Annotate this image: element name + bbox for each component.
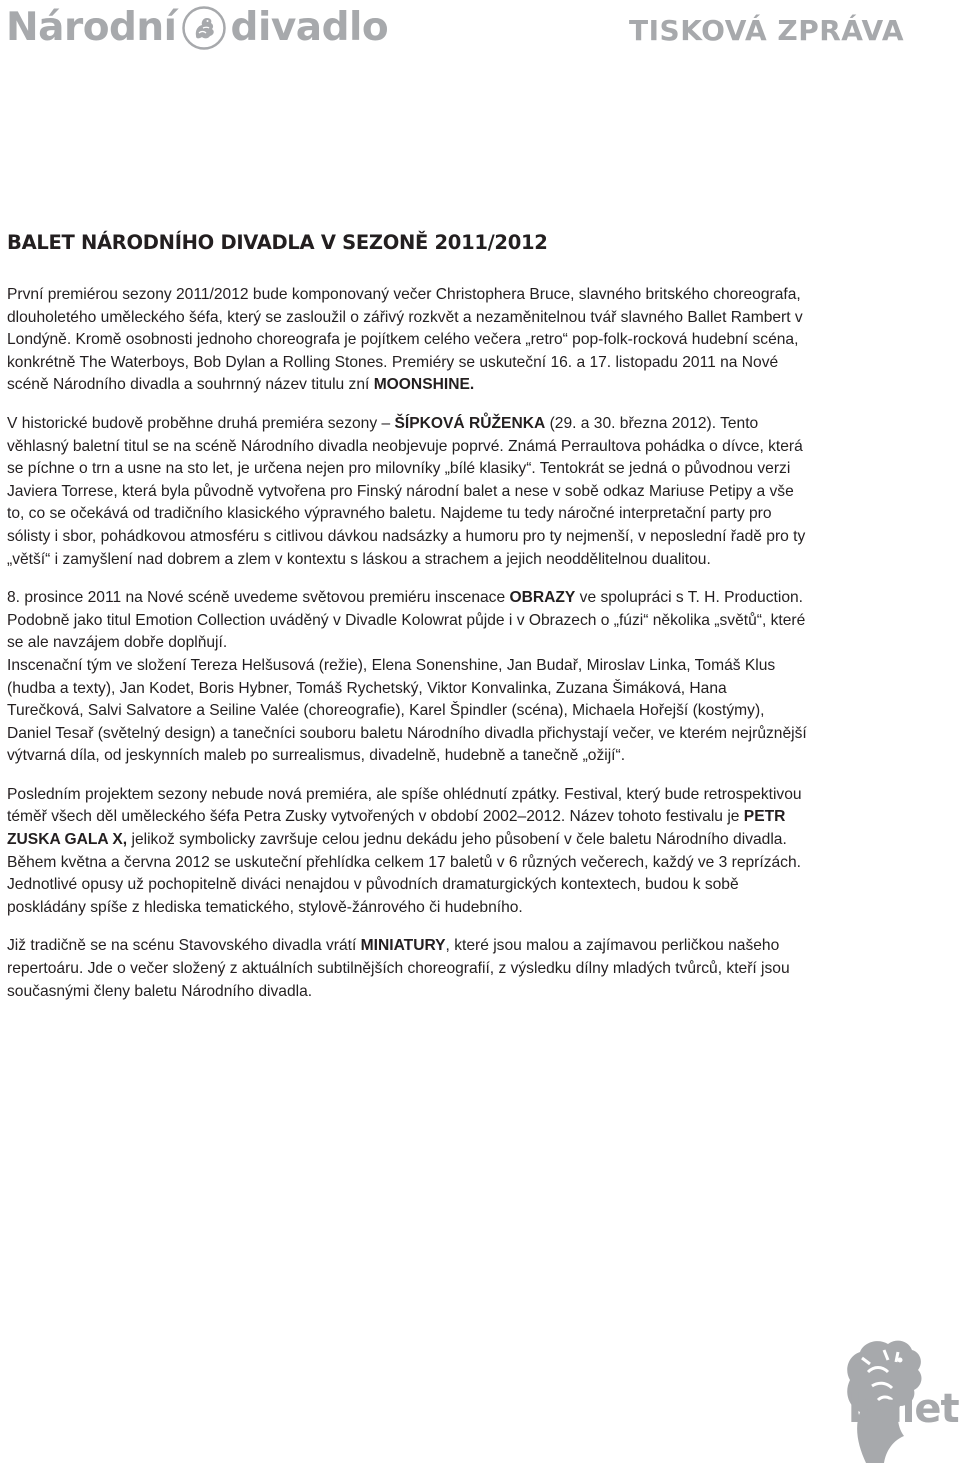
document-type-label: TISKOVÁ ZPRÁVA — [629, 14, 904, 47]
paragraph-gala — [7, 784, 807, 852]
highlight-title: OBRAZY — [509, 589, 576, 607]
paragraph-miniatury — [7, 935, 807, 1003]
highlight-title: MOONSHINE. — [373, 376, 475, 394]
paragraph-text: 8. prosince 2011 na Nové scéně uvedeme světovou premiéru inscenace — [7, 589, 510, 607]
paragraph-moonshine — [7, 284, 807, 397]
paragraph-text: jelikož symbolicky završuje celou jednu dekádu jeho působení v čele baletu Národního divadla. — [127, 831, 787, 849]
paragraph-text: Posledním projektem sezony nebude nová premiéra, ale spíše ohlédnutí zpátky. Festival, který bude retrospektivou téměř všech děl uměleckého šéfa Petra Zusky vytvořených v období 2002–2012. Název tohoto festivalu je — [7, 785, 802, 826]
paragraph-text: ve spolupráci s T. H. Production. Podobně jako titul Emotion Collection uváděný v Divadle Kolowrat půjde i v Obrazech o „fúzi“ několika „světů“, které se ale navzájem dobře doplňují. — [7, 589, 806, 652]
highlight-title: MINIATURY — [360, 937, 446, 955]
lion-emblem-icon — [182, 6, 226, 50]
paragraph-sipkova-ruzenka — [7, 413, 807, 571]
paragraph-text: Již tradičně se na scénu Stavovského divadla vrátí — [7, 937, 361, 955]
balet-logo-text: balet — [848, 1386, 959, 1432]
paragraph-text: (29. a 30. března 2012). Tento věhlasný baletní titul se na scéně Národního divadla neobjevuje poprvé. Známá Perraultova pohádka o dívce, která se píchne o trn a usne na sto let, je určena nejen pro milovníky „bílé klasiky“. Tentokrát se jedná o původnou verzi Javiera Torrese, která byla původně vytvořena pro Finský národní balet a nese v sobě odkaz Mariuse Petipy a vše to, co se očekává od tradičního klasického výpravného baletu. Najdeme tu tedy náročné interpretační party pro sólisty i sbor, pohádkovou atmosféru s citlivou dávkou nadsázky a humoru pro ty nejmenší, v neposlední řadě pro ty „větší“ i zamyšlení nad dobrem a zlem v kontextu s láskou a strachem a jejich neoddělitelnou dualitou. — [7, 414, 806, 568]
paragraph-text: V historické budově proběhne druhá premiéra sezony – — [7, 414, 395, 432]
paragraph-obrazy — [7, 587, 807, 655]
highlight-title: ŠÍPKOVÁ RŮŽENKA — [394, 414, 546, 432]
logo-text-left: Národní — [6, 5, 177, 50]
page-header — [0, 0, 960, 70]
paragraph-festival: Během května a června 2012 se uskuteční přehlídka celkem 17 baletů v 6 různých večerech, každý ve 3 reprízách. Jednotlivé opusy už pochopitelně diváci nenajdou v původních dramaturgických kontextech, budou k sobě poskládány spíše z hlediska tematického, stylově-žánrového či hudebního. — [7, 853, 801, 916]
highlight-title: PETR ZUSKA GALA X, — [7, 808, 786, 849]
narodni-divadlo-logo — [6, 6, 388, 50]
logo-text-right: divadlo — [230, 5, 389, 50]
paragraph-text: První premiérou sezony 2011/2012 bude komponovaný večer Christophera Bruce, slavného britského choreografa, dlouholetého uměleckého šéfa, který se zasloužil o zářivý rozkvět a nezaměnitelnou tvář slavného Ballet Rambert v Londýně. Kromě osobnosti jednoho choreografa je pojítkem celého večera „retro“ pop-folk-rocková hudební scéna, konkrétně The Waterboys, Bob Dylan a Rolling Stones. Premiéry se uskuteční 16. a 17. listopadu 2011 na Nové scéně Národního divadla a souhrnný název titulu zní — [7, 286, 803, 394]
paragraph-team: Inscenační tým ve složení Tereza Helšusová (režie), Elena Sonenshine, Jan Budař, Miroslav Linka, Tomáš Klus (hudba a texty), Jan Kodet, Boris Hybner, Tomáš Rychetský, Viktor Konvalinka, Zuzana Šimáková, Hana Turečková, Salvi Salvatore a Seiline Valée (choreografie), Karel Špindler (scéna), Michaela Hořejší (kostýmy), Daniel Tesař (světelný design) a tanečníci souboru baletu Národního divadla přichystají večer, ve kterém nejrůznější výtvarná díla, od jeskynních maleb po surrealismus, divadelně, hudebně a tanečně „ožijí“. — [7, 656, 807, 765]
paragraph-text: , které jsou malou a zajímavou perličkou našeho repertoáru. Jde o večer složený z aktuálních subtilnějších choreografií, z výsledku dílny mladých tvůrců, kteří jsou současnými členy baletu Národního divadla. — [7, 937, 790, 1000]
page-title: BALET NÁRODNÍHO DIVADLA V SEZONĚ 2011/2012 — [7, 231, 548, 254]
article-body — [7, 284, 807, 1003]
